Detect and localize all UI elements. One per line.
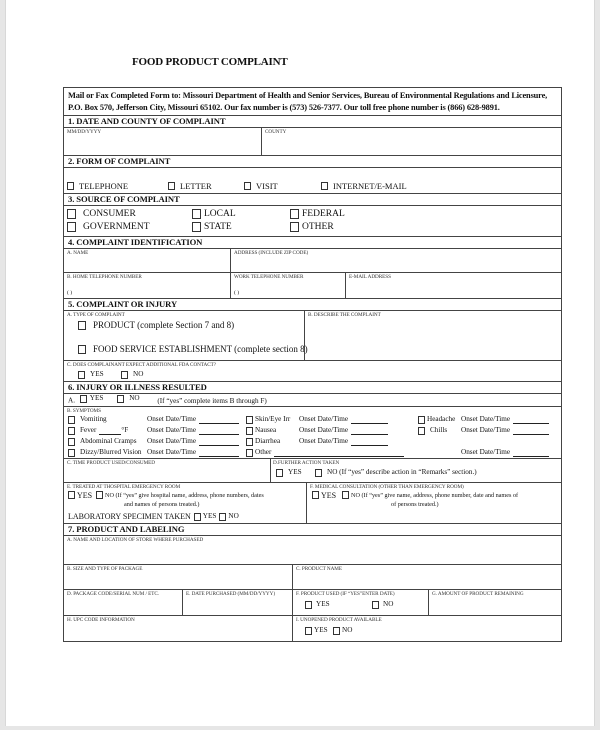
er-note: NO (If “yes” give hospital name, address, phone numbers, dates bbox=[105, 491, 264, 499]
further-no-checkbox[interactable] bbox=[315, 468, 477, 477]
diarrhea-label: Diarrhea bbox=[255, 437, 281, 445]
email-label: E-MAIL ADDRESS bbox=[349, 274, 391, 280]
checkbox-icon bbox=[290, 209, 299, 219]
product-name-field[interactable] bbox=[292, 565, 561, 589]
checkbox-icon bbox=[333, 627, 340, 635]
visit-checkbox[interactable] bbox=[244, 181, 278, 191]
visit-label: VISIT bbox=[256, 181, 278, 191]
internet-email-label: INTERNET/E-MAIL bbox=[333, 181, 407, 191]
section-6-heading: 6. INJURY OR ILLNESS RESULTED bbox=[64, 382, 561, 394]
section-3-heading: 3. SOURCE OF COMPLAINT bbox=[64, 194, 561, 206]
food-service-checkbox[interactable] bbox=[78, 344, 308, 354]
injury-yes-checkbox[interactable] bbox=[80, 394, 104, 403]
lab-specimen-label: LABORATORY SPECIMEN TAKEN bbox=[68, 512, 191, 521]
address-label: ADDRESS (INCLUDE ZIP CODE) bbox=[234, 250, 309, 256]
er-note-2: and names of persons treated.) bbox=[124, 501, 200, 508]
vomiting-onset[interactable] bbox=[147, 415, 239, 424]
med-no-checkbox[interactable] bbox=[342, 491, 518, 499]
form-title: FOOD PRODUCT COMPLAINT bbox=[132, 56, 288, 68]
section-7-heading: 7. PRODUCT AND LABELING bbox=[64, 524, 561, 536]
checkbox-icon bbox=[276, 469, 283, 477]
checkbox-icon bbox=[246, 427, 253, 435]
unopened-yes-checkbox[interactable] bbox=[305, 626, 328, 635]
onset-label: Onset Date/Time bbox=[299, 437, 349, 445]
other-symptom-input[interactable] bbox=[274, 449, 404, 457]
fever-unit: °F bbox=[121, 426, 129, 434]
checkbox-icon bbox=[418, 416, 425, 424]
checkbox-icon bbox=[246, 449, 253, 457]
section-1-heading: 1. DATE AND COUNTY OF COMPLAINT bbox=[64, 116, 561, 128]
product-used-yes-label: YES bbox=[316, 600, 330, 608]
local-label: LOCAL bbox=[204, 209, 236, 219]
address-field[interactable] bbox=[230, 249, 561, 272]
package-label: B. SIZE AND TYPE OF PACKAGE bbox=[67, 566, 143, 572]
federal-label: FEDERAL bbox=[302, 209, 345, 219]
product-type-label: PRODUCT (complete Section 7 and 8) bbox=[93, 320, 235, 330]
section-4-heading: 4. COMPLAINT IDENTIFICATION bbox=[64, 237, 561, 249]
er-label: E. TREATED AT THOSPITAL EMERGENCY ROOM bbox=[67, 484, 181, 490]
document-page bbox=[5, 0, 595, 726]
amount-remaining-label: G. AMOUNT OF PRODUCT REMAINING bbox=[432, 591, 524, 597]
federal-checkbox[interactable] bbox=[290, 208, 345, 220]
food-service-label: FOOD SERVICE ESTABLISHMENT (complete section 8) bbox=[93, 344, 308, 354]
checkbox-icon bbox=[192, 209, 201, 219]
checkbox-icon bbox=[315, 469, 322, 477]
work-phone-field[interactable] bbox=[230, 273, 345, 298]
consumer-label: CONSUMER bbox=[83, 209, 136, 219]
time-consumed-label: C. TIME PRODUCT USED/CONSUMED bbox=[67, 460, 155, 466]
er-yes-checkbox[interactable] bbox=[68, 491, 92, 499]
checkbox-icon bbox=[78, 345, 86, 354]
onset-label: Onset Date/Time bbox=[461, 448, 511, 456]
fever-label: Fever bbox=[80, 426, 97, 434]
fda-contact-label: C. DOES COMPLAINANT EXPECT ADDITIONAL FDA CONTACT? bbox=[67, 362, 217, 368]
med-note: NO (If “yes” give name, address, phone number, date and names of bbox=[351, 491, 519, 499]
injury-note: (If “yes” complete items B through F) bbox=[157, 396, 267, 405]
fever-onset[interactable] bbox=[147, 426, 239, 435]
onset-input[interactable] bbox=[199, 427, 239, 435]
product-used-yes-checkbox[interactable] bbox=[305, 600, 330, 609]
injury-no-label: NO bbox=[129, 394, 140, 402]
checkbox-icon bbox=[305, 627, 312, 635]
product-used-label: F. PRODUCT USED (IF “YES”ENTER DATE) bbox=[296, 591, 395, 597]
onset-label: Onset Date/Time bbox=[299, 415, 349, 423]
mailing-instructions: Mail or Fax Completed Form to: Missouri Department of Health and Senior Services, Bureau of Environmental Regulations and Licensure, P.O. Box 570, Jefferson City, Missouri 65102. Our fax number is (573) 526-7377. Our toll free phone number is (866) 628-9891. bbox=[64, 88, 561, 116]
checkbox-icon bbox=[67, 182, 74, 190]
onset-input[interactable] bbox=[513, 416, 549, 424]
lab-specimen-row bbox=[68, 512, 239, 521]
checkbox-icon bbox=[372, 601, 379, 609]
checkbox-icon bbox=[194, 513, 201, 521]
type-of-complaint-label: A. TYPE OF COMPLAINT bbox=[67, 312, 125, 318]
state-checkbox[interactable] bbox=[192, 221, 232, 233]
county-field[interactable] bbox=[261, 128, 561, 155]
letter-checkbox[interactable] bbox=[168, 181, 212, 191]
name-label: A. NAME bbox=[67, 250, 89, 256]
injury-no-checkbox[interactable] bbox=[117, 394, 139, 403]
checkbox-icon bbox=[246, 416, 253, 424]
onset-input[interactable] bbox=[351, 416, 388, 424]
further-yes-label: YES bbox=[288, 468, 302, 476]
onset-input[interactable] bbox=[513, 449, 549, 457]
checkbox-icon bbox=[418, 427, 425, 435]
checkbox-icon bbox=[78, 371, 85, 379]
telephone-label: TELEPHONE bbox=[79, 181, 129, 191]
lab-no-checkbox[interactable] bbox=[219, 512, 238, 521]
onset-input[interactable] bbox=[351, 438, 388, 446]
checkbox-icon bbox=[68, 491, 75, 499]
dizzy-label: Dizzy/Blurred Vision bbox=[80, 448, 142, 456]
checkbox-icon bbox=[305, 601, 312, 609]
product-type-checkbox[interactable] bbox=[78, 320, 234, 330]
work-phone-area-code: ( ) bbox=[234, 290, 240, 296]
telephone-checkbox[interactable] bbox=[67, 181, 128, 191]
onset-label: Onset Date/Time bbox=[147, 448, 197, 456]
checkbox-icon bbox=[67, 222, 76, 232]
injury-yes-label: YES bbox=[89, 394, 104, 402]
time-consumed-field[interactable] bbox=[64, 459, 270, 482]
lab-yes-checkbox[interactable] bbox=[194, 512, 220, 521]
medical-consultation-label: F. MEDICAL CONSULTATION (OTHER THAN EMERGENCY ROOM) bbox=[310, 484, 464, 490]
nausea-label: Nausea bbox=[255, 426, 277, 434]
checkbox-icon bbox=[219, 513, 226, 521]
dizzy-checkbox[interactable] bbox=[68, 448, 142, 457]
onset-input[interactable] bbox=[199, 438, 239, 446]
letter-label: LETTER bbox=[180, 181, 212, 191]
internet-email-checkbox[interactable] bbox=[321, 181, 407, 191]
checkbox-icon bbox=[121, 371, 128, 379]
checkbox-icon bbox=[96, 491, 103, 499]
nausea-onset[interactable] bbox=[299, 426, 388, 435]
checkbox-icon bbox=[68, 416, 75, 424]
other-onset[interactable] bbox=[461, 448, 549, 457]
home-phone-field[interactable] bbox=[64, 273, 230, 298]
fda-yes-checkbox[interactable] bbox=[78, 370, 104, 379]
package-code-field[interactable] bbox=[64, 590, 182, 615]
cramps-onset[interactable] bbox=[147, 437, 239, 446]
product-name-label: C. PRODUCT NAME bbox=[296, 566, 342, 572]
unopened-label: I. UNOPENED PRODUCT AVAILABLE bbox=[296, 617, 382, 623]
fever-checkbox[interactable] bbox=[68, 426, 128, 435]
checkbox-icon bbox=[246, 438, 253, 446]
unopened-no-checkbox[interactable] bbox=[333, 626, 352, 635]
section-5-heading: 5. COMPLAINT OR INJURY bbox=[64, 299, 561, 311]
complaint-form bbox=[63, 87, 562, 642]
lab-no-label: NO bbox=[228, 512, 239, 520]
upc-field[interactable] bbox=[64, 616, 292, 641]
date-label: MM/DD/YYYY bbox=[67, 129, 102, 135]
describe-complaint-label: B. DESCRIBE THE COMPLAINT bbox=[308, 312, 381, 318]
diarrhea-checkbox[interactable] bbox=[246, 437, 280, 446]
state-label: STATE bbox=[204, 222, 232, 232]
date-purchased-field[interactable] bbox=[182, 590, 292, 615]
fda-no-checkbox[interactable] bbox=[121, 370, 143, 379]
onset-label: Onset Date/Time bbox=[299, 426, 349, 434]
fda-no-label: NO bbox=[133, 370, 144, 378]
store-label: A. NAME AND LOCATION OF STORE WHERE PURCHASED bbox=[67, 537, 204, 543]
onset-label: Onset Date/Time bbox=[461, 426, 511, 434]
other-source-checkbox[interactable] bbox=[290, 221, 334, 233]
er-yes-label: YES bbox=[77, 490, 93, 500]
skin-eye-label: Skin/Eye Irr bbox=[255, 415, 291, 423]
checkbox-icon bbox=[68, 449, 75, 457]
date-purchased-label: E. DATE PURCHASED (MM/DD/YYYY) bbox=[186, 591, 275, 597]
checkbox-icon bbox=[78, 321, 86, 330]
county-label: COUNTY bbox=[265, 129, 287, 135]
med-yes-checkbox[interactable] bbox=[312, 491, 336, 499]
med-note-2: of persons treated.) bbox=[391, 501, 439, 508]
fda-yes-label: YES bbox=[90, 370, 104, 378]
fever-temp-input[interactable] bbox=[99, 427, 121, 435]
checkbox-icon bbox=[68, 438, 75, 446]
government-label: GOVERNMENT bbox=[83, 222, 150, 232]
onset-input[interactable] bbox=[351, 427, 388, 435]
other-symptom-label: Other bbox=[255, 448, 272, 456]
local-checkbox[interactable] bbox=[192, 208, 236, 220]
onset-input[interactable] bbox=[199, 416, 239, 424]
checkbox-icon bbox=[168, 182, 175, 190]
skin-eye-checkbox[interactable] bbox=[246, 415, 290, 424]
amount-remaining-field[interactable] bbox=[428, 590, 561, 615]
checkbox-icon bbox=[342, 491, 349, 499]
checkbox-icon bbox=[80, 395, 87, 403]
onset-input[interactable] bbox=[199, 449, 239, 457]
item-a-prefix: A. bbox=[68, 396, 75, 405]
abdominal-cramps-label: Abdominal Cramps bbox=[80, 437, 137, 445]
product-used-no-checkbox[interactable] bbox=[372, 600, 393, 609]
chills-checkbox[interactable] bbox=[418, 426, 447, 435]
store-field[interactable] bbox=[64, 536, 561, 564]
date-field[interactable] bbox=[64, 128, 261, 155]
checkbox-icon bbox=[67, 209, 76, 219]
further-no-label: NO (If “yes” describe action in “Remarks” section.) bbox=[327, 468, 477, 476]
onset-label: Onset Date/Time bbox=[461, 415, 511, 423]
skin-eye-onset[interactable] bbox=[299, 415, 388, 424]
checkbox-icon bbox=[312, 491, 319, 499]
checkbox-icon bbox=[244, 182, 251, 190]
onset-label: Onset Date/Time bbox=[147, 426, 197, 434]
product-used-no-label: NO bbox=[383, 600, 394, 608]
unopened-no-label: NO bbox=[342, 626, 353, 634]
vomiting-checkbox[interactable] bbox=[68, 415, 107, 424]
abdominal-cramps-checkbox[interactable] bbox=[68, 437, 137, 446]
home-phone-label: B. HOME TELEPHONE NUMBER bbox=[67, 274, 142, 280]
checkbox-icon bbox=[192, 222, 201, 232]
er-no-checkbox[interactable] bbox=[96, 491, 264, 499]
unopened-yes-label: YES bbox=[314, 626, 328, 634]
med-yes-label: YES bbox=[321, 490, 337, 500]
checkbox-icon bbox=[68, 427, 75, 435]
other-symptom-checkbox[interactable] bbox=[246, 448, 404, 457]
checkbox-icon bbox=[321, 182, 328, 190]
vomiting-label: Vomiting bbox=[80, 415, 107, 423]
chills-onset[interactable] bbox=[461, 426, 549, 435]
name-field[interactable] bbox=[64, 249, 230, 272]
dizzy-onset[interactable] bbox=[147, 448, 239, 457]
lab-yes-label: YES bbox=[202, 512, 217, 520]
government-checkbox[interactable] bbox=[67, 221, 150, 233]
consumer-checkbox[interactable] bbox=[67, 208, 136, 220]
symptoms-label: B. SYMPTOMS bbox=[67, 408, 101, 414]
diarrhea-onset[interactable] bbox=[299, 437, 388, 446]
further-yes-checkbox[interactable] bbox=[276, 468, 302, 477]
describe-complaint-field[interactable] bbox=[304, 311, 561, 360]
email-field[interactable] bbox=[345, 273, 561, 298]
checkbox-icon bbox=[290, 222, 299, 232]
checkbox-icon bbox=[117, 395, 124, 403]
onset-input[interactable] bbox=[513, 427, 549, 435]
onset-label: Onset Date/Time bbox=[147, 415, 197, 423]
chills-label: Chills bbox=[430, 426, 448, 434]
package-code-label: D. PACKAGE CODE/SERIAL NUM / ETC. bbox=[67, 591, 160, 597]
onset-label: Onset Date/Time bbox=[147, 437, 197, 445]
headache-checkbox[interactable] bbox=[418, 415, 455, 424]
section-2-heading: 2. FORM OF COMPLAINT bbox=[64, 156, 561, 168]
home-phone-area-code: ( ) bbox=[67, 290, 73, 296]
headache-onset[interactable] bbox=[461, 415, 549, 424]
work-phone-label: WORK TELEPHONE NUMBER bbox=[234, 274, 304, 280]
upc-label: H. UPC CODE INFORMATION bbox=[67, 617, 135, 623]
nausea-checkbox[interactable] bbox=[246, 426, 276, 435]
headache-label: Headache bbox=[427, 415, 456, 423]
package-field[interactable] bbox=[64, 565, 292, 589]
further-action-label: D.FURTHER ACTION TAKEN bbox=[273, 460, 340, 466]
other-source-label: OTHER bbox=[302, 222, 334, 232]
